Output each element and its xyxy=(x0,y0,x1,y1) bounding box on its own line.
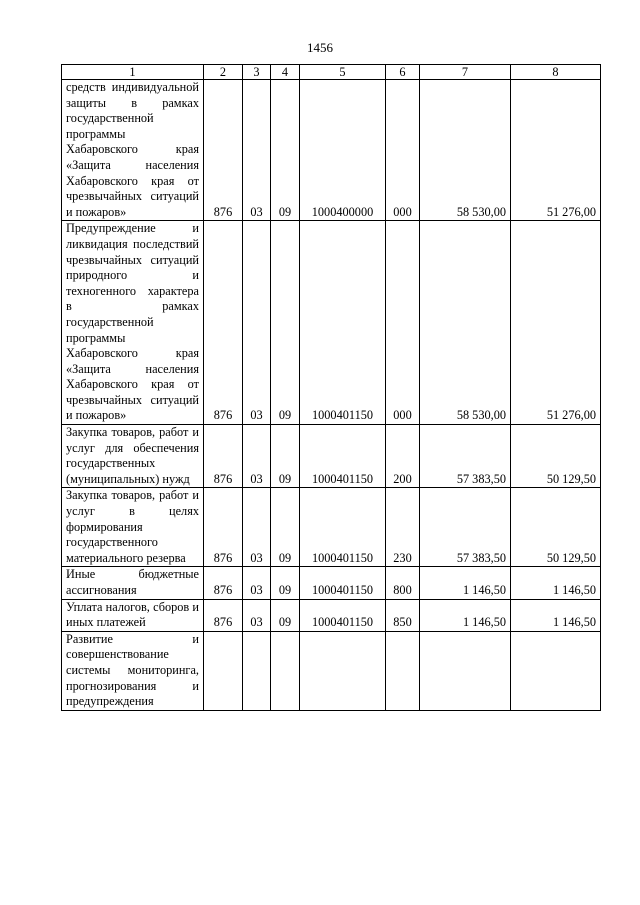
header-col-8: 8 xyxy=(511,65,601,80)
page-number: 1456 xyxy=(307,40,333,55)
row-admin-code xyxy=(204,631,243,710)
row-section-code: 03 xyxy=(243,599,271,631)
budget-table xyxy=(61,64,601,711)
header-col-4: 4 xyxy=(271,65,300,80)
row-section-code: 03 xyxy=(243,425,271,488)
row-target-article: 1000401150 xyxy=(300,567,386,599)
row-description: средств индивидуальной защиты в рамках государственной программы Хабаровского края «Защита населения Хабаровского края от чрезвычайных ситуаций и пожаров» xyxy=(62,80,204,221)
row-description: Предупреждение и ликвидация последствий чрезвычайных ситуаций природного и техногенного характера в рамках государственной программы Хабаровского края «Защита населения Хабаровского края от чрезвычайных ситуаций и пожаров» xyxy=(62,221,204,425)
table-row xyxy=(62,567,601,599)
row-amount-year-1 xyxy=(420,631,511,710)
table-row xyxy=(62,80,601,221)
row-expense-type: 000 xyxy=(386,80,420,221)
row-target-article: 1000401150 xyxy=(300,221,386,425)
row-description: Закупка товаров, работ и услуг для обеспечения государственных (муниципальных) нужд xyxy=(62,425,204,488)
row-section-code: 03 xyxy=(243,488,271,567)
row-amount-year-2: 51 276,00 xyxy=(511,221,601,425)
row-amount-year-2: 1 146,50 xyxy=(511,599,601,631)
table-row xyxy=(62,425,601,488)
header-row xyxy=(62,65,601,80)
row-target-article: 1000400000 xyxy=(300,80,386,221)
row-amount-year-1: 1 146,50 xyxy=(420,599,511,631)
row-amount-year-1: 57 383,50 xyxy=(420,425,511,488)
table-row xyxy=(62,599,601,631)
row-subsection-code: 09 xyxy=(271,599,300,631)
row-amount-year-1: 58 530,00 xyxy=(420,221,511,425)
row-expense-type: 000 xyxy=(386,221,420,425)
row-amount-year-2: 51 276,00 xyxy=(511,80,601,221)
header-col-5: 5 xyxy=(300,65,386,80)
row-target-article xyxy=(300,631,386,710)
row-amount-year-2: 50 129,50 xyxy=(511,425,601,488)
table-row xyxy=(62,488,601,567)
row-amount-year-2: 1 146,50 xyxy=(511,567,601,599)
row-admin-code: 876 xyxy=(204,567,243,599)
row-target-article: 1000401150 xyxy=(300,488,386,567)
row-description: Иные бюджетные ассигнования xyxy=(62,567,204,599)
row-amount-year-1: 1 146,50 xyxy=(420,567,511,599)
row-description: Закупка товаров, работ и услуг в целях формирования государственного материального резерва xyxy=(62,488,204,567)
row-subsection-code: 09 xyxy=(271,488,300,567)
row-admin-code: 876 xyxy=(204,599,243,631)
row-expense-type: 850 xyxy=(386,599,420,631)
row-description: Уплата налогов, сборов и иных платежей xyxy=(62,599,204,631)
row-description: Развитие и совершенствование системы мониторинга, прогнозирования и предупреждения xyxy=(62,631,204,710)
header-col-3: 3 xyxy=(243,65,271,80)
row-section-code: 03 xyxy=(243,567,271,599)
row-amount-year-2: 50 129,50 xyxy=(511,488,601,567)
row-expense-type: 230 xyxy=(386,488,420,567)
row-target-article: 1000401150 xyxy=(300,599,386,631)
row-subsection-code: 09 xyxy=(271,80,300,221)
row-section-code xyxy=(243,631,271,710)
table-row xyxy=(62,631,601,710)
row-amount-year-1: 57 383,50 xyxy=(420,488,511,567)
row-expense-type: 800 xyxy=(386,567,420,599)
header-col-1: 1 xyxy=(62,65,204,80)
row-section-code: 03 xyxy=(243,221,271,425)
row-admin-code: 876 xyxy=(204,221,243,425)
row-section-code: 03 xyxy=(243,80,271,221)
row-expense-type xyxy=(386,631,420,710)
header-col-2: 2 xyxy=(204,65,243,80)
row-admin-code: 876 xyxy=(204,80,243,221)
table-row xyxy=(62,221,601,425)
row-admin-code: 876 xyxy=(204,425,243,488)
row-subsection-code: 09 xyxy=(271,425,300,488)
header-col-6: 6 xyxy=(386,65,420,80)
row-subsection-code: 09 xyxy=(271,567,300,599)
row-subsection-code xyxy=(271,631,300,710)
row-amount-year-1: 58 530,00 xyxy=(420,80,511,221)
row-admin-code: 876 xyxy=(204,488,243,567)
row-target-article: 1000401150 xyxy=(300,425,386,488)
row-expense-type: 200 xyxy=(386,425,420,488)
header-col-7: 7 xyxy=(420,65,511,80)
row-subsection-code: 09 xyxy=(271,221,300,425)
row-amount-year-2 xyxy=(511,631,601,710)
